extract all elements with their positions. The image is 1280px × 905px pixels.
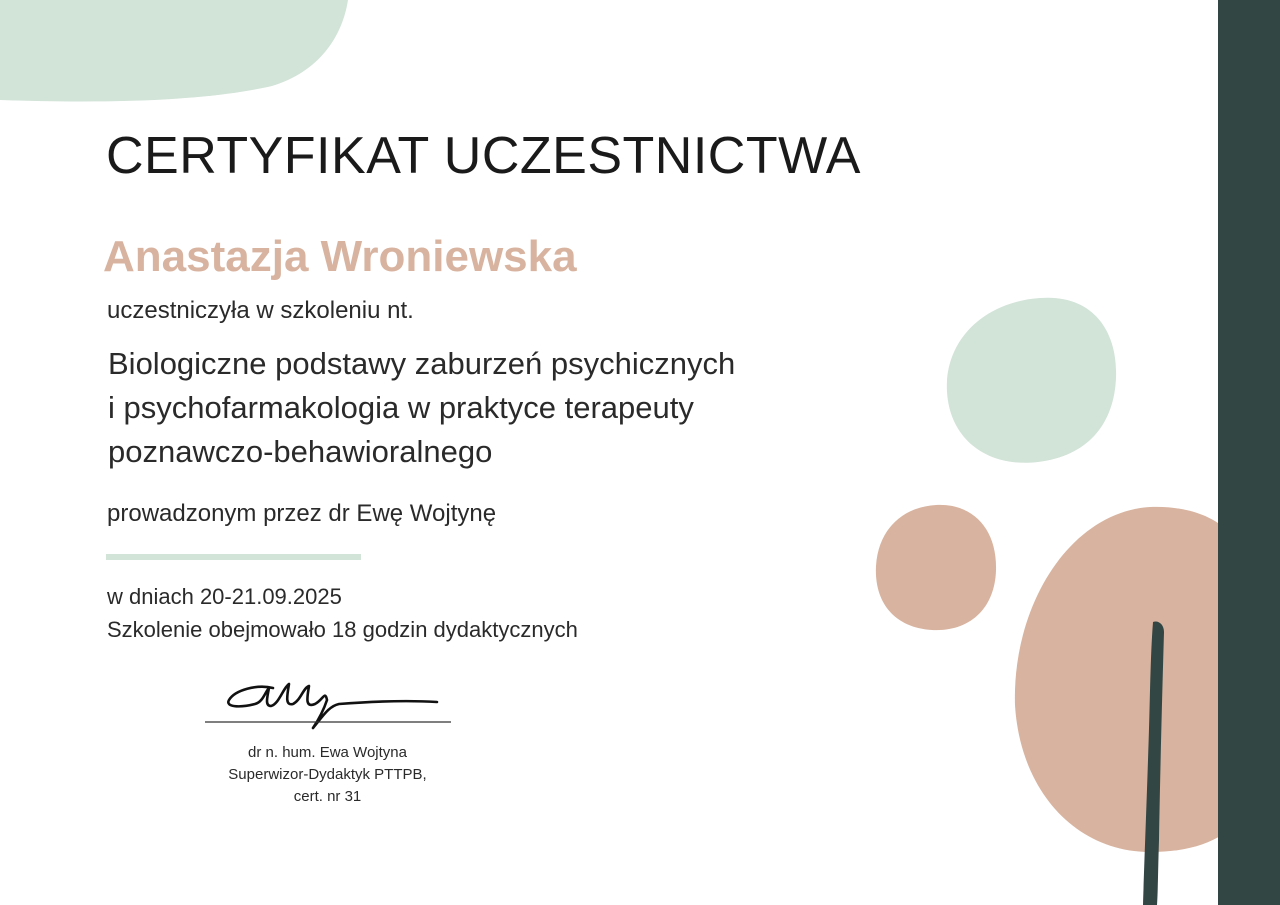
handwritten-signature	[205, 676, 455, 734]
course-title	[108, 342, 735, 474]
right-dark-band	[1218, 0, 1280, 905]
large-tan-circle	[1015, 507, 1240, 852]
signer-block	[205, 742, 450, 808]
course-title-line-1: Biologiczne podstawy zaburzeń psychicznych	[108, 346, 736, 381]
sage-circle	[947, 298, 1116, 463]
participation-text: uczestniczyła w szkoleniu nt.	[107, 297, 414, 324]
top-left-sage-blob	[0, 0, 348, 101]
training-dates: w dniach 20-21.09.2025	[107, 584, 342, 609]
small-tan-circle	[876, 505, 996, 630]
signer-name: dr n. hum. Ewa Wojtyna	[248, 744, 407, 761]
signer-role: Superwizor-Dydaktyk PTTPB,	[228, 766, 427, 783]
training-hours: Szkolenie obejmowało 18 godzin dydaktycznych	[107, 617, 578, 642]
course-title-line-3: poznawczo-behawioralnego	[108, 434, 493, 469]
recipient-name: Anastazja Wroniewska	[103, 232, 577, 281]
certificate-title: CERTYFIKAT UCZESTNICTWA	[106, 127, 861, 185]
course-title-line-2: i psychofarmakologia w praktyce terapeuty	[108, 390, 694, 425]
signer-cert: cert. nr 31	[293, 788, 362, 805]
divider-bar	[106, 554, 361, 560]
instructor-text: prowadzonym przez dr Ewę Wojtynę	[107, 500, 497, 527]
